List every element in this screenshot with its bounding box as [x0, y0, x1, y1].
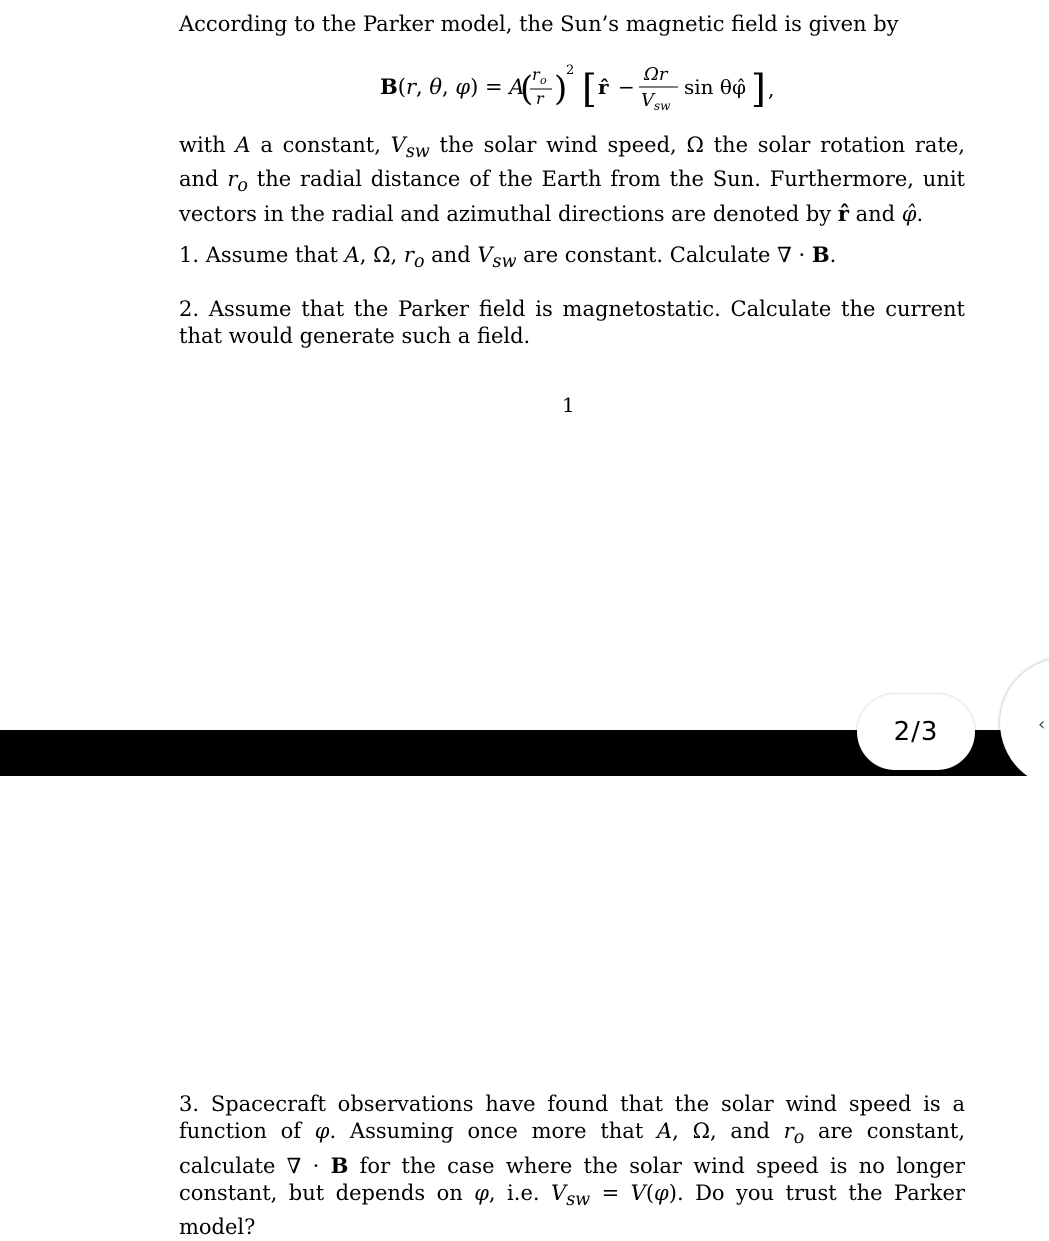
text-span: . Assuming once more that: [329, 1119, 657, 1143]
symbol-v: V: [477, 243, 493, 267]
fraction-numerator: r: [532, 65, 540, 84]
symbol-v: V: [551, 1181, 567, 1206]
definitions-paragraph: [179, 132, 965, 228]
r-hat: r̂: [598, 75, 609, 99]
v-denominator-sub: sw: [654, 99, 671, 113]
symbol-a: A: [235, 133, 251, 157]
text-span: the solar rotation rate, and: [179, 133, 965, 192]
symbol-omega: Ω: [373, 243, 391, 267]
symbol-sw-sub: sw: [492, 252, 517, 273]
text-span: ,: [390, 243, 404, 267]
text-span: and: [848, 202, 902, 227]
equation-lhs: B(r, θ, φ) = A: [380, 74, 525, 99]
right-bracket: ]: [751, 67, 766, 111]
text-span: are constant, calculate ∇ ·: [179, 1119, 966, 1179]
symbol-o-sub: o: [237, 176, 248, 197]
text-span: .: [829, 243, 837, 267]
fraction-numerator-sub: o: [540, 74, 547, 87]
symbol-phi: φ: [314, 1119, 330, 1143]
symbol-o-sub: o: [793, 1128, 805, 1149]
symbol-o-sub: o: [413, 252, 425, 273]
question-3: [179, 1091, 965, 1241]
text-span: with: [179, 133, 236, 157]
symbol-v: V: [390, 133, 406, 157]
text-span: =: [590, 1181, 631, 1206]
question-2: 2. Assume that the Parker field is magnetostatic. Calculate the current that would generate such a field.: [179, 297, 965, 348]
symbol-r-hat: r̂: [837, 201, 849, 227]
omega-r: Ωr: [644, 64, 668, 85]
text-span: and: [424, 243, 478, 267]
text-span: the radial distance of the Earth from the Sun. Furthermore, unit vectors in the radial and azimuthal directions are denoted by: [179, 167, 965, 227]
text-span: , and: [710, 1119, 784, 1143]
fraction-denominator: r: [536, 89, 544, 108]
text-span: the solar wind speed,: [429, 133, 687, 157]
left-paren: (: [520, 69, 534, 109]
symbol-b: B: [811, 242, 830, 267]
symbol-r: r: [403, 243, 414, 267]
symbol-omega: Ω: [686, 133, 704, 157]
parker-field-equation: [380, 58, 800, 118]
chevron-icon: ‹: [1038, 714, 1046, 735]
equation-comma: ,: [768, 77, 775, 101]
exponent: 2: [566, 63, 575, 78]
symbol-omega: Ω: [692, 1119, 711, 1143]
symbol-v-func: V: [630, 1181, 646, 1206]
symbol-b: B: [330, 1153, 349, 1179]
symbol-sw-sub: sw: [566, 1190, 591, 1211]
text-span: ). Do you trust the Parker model?: [179, 1181, 965, 1240]
page-number: 1: [562, 393, 575, 417]
text-span: 1. Assume that: [179, 243, 345, 267]
symbol-sw-sub: sw: [405, 142, 430, 163]
symbol-a: A: [344, 243, 360, 267]
symbol-a: A: [657, 1119, 673, 1143]
symbol-r: r: [783, 1119, 794, 1143]
v-denominator: V: [641, 90, 654, 111]
symbol-phi: φ: [654, 1181, 669, 1206]
text-span: (: [645, 1181, 655, 1206]
symbol-r: r: [227, 167, 238, 192]
minus-sign: −: [618, 75, 635, 99]
text-span: ,: [672, 1119, 693, 1143]
symbol-phi: φ: [474, 1181, 489, 1206]
left-bracket: [: [582, 67, 597, 111]
text-span: a constant,: [250, 133, 391, 157]
sin-theta-phi: sin θφ̂: [684, 75, 746, 99]
text-span: 3. Spacecraft observations have found that the solar wind speed is a function of: [179, 1092, 965, 1143]
symbol-phi-hat: φ̂: [901, 202, 917, 227]
text-span: are constant. Calculate ∇ ·: [516, 243, 812, 267]
question-1: [179, 241, 965, 276]
text-span: , i.e.: [488, 1181, 552, 1206]
text-span: .: [916, 202, 924, 227]
text-span: for the case where the solar wind speed is no longer constant, but depends on: [179, 1154, 965, 1206]
text-span: ,: [359, 243, 374, 267]
equation-svg: [380, 58, 800, 118]
page-indicator[interactable]: 2/3: [857, 694, 975, 770]
intro-text: According to the Parker model, the Sun’s magnetic field is given by: [179, 12, 899, 36]
right-paren: ): [554, 69, 568, 109]
